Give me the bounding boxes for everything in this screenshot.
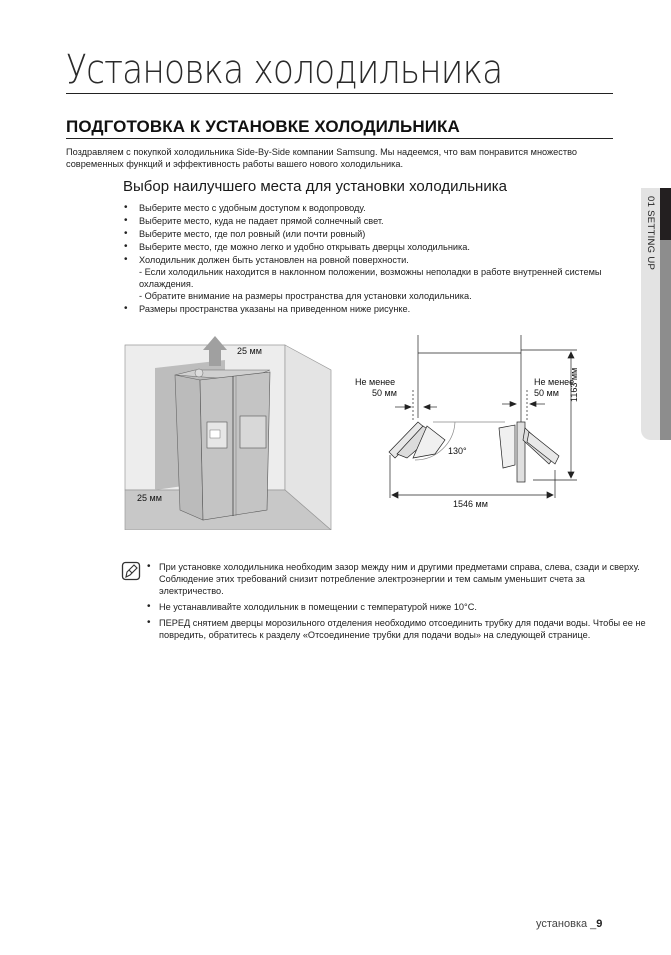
note-item: • При установке холодильника необходим зазор между ним и другими предметами справа, слева, сзади и сверху. Соблюдение этих требований снизит потребление электроэнергии и тем самым уменьшит счета за электричество. — [147, 561, 640, 596]
side-clearance-label: 25 мм — [137, 493, 162, 503]
top-clearance-label: 25 мм — [237, 346, 262, 356]
chapter-tab-strip-active — [660, 188, 671, 240]
right-gap-value: 50 мм — [534, 388, 559, 398]
right-gap-label: Не менее — [534, 377, 575, 387]
note-item: • ПЕРЕД снятием дверцы морозильного отделения необходимо отсоединить трубку для подачи воды. Чтобы ее не повредить, обратитесь к разделу «Отсоединение трубки для подачи воды» на следующей странице. — [147, 617, 646, 640]
page-number: 9 — [596, 918, 603, 930]
chapter-tab-label: 01 SETTING UP — [645, 196, 656, 271]
bullet-icon: • — [124, 214, 128, 226]
list-item: • Выберите место, куда не падает прямой солнечный свет. — [124, 214, 384, 226]
heading-rule — [66, 138, 613, 139]
list-item: • Выберите место, где пол ровный (или почти ровный) — [124, 227, 366, 239]
fridge-room-illustration — [115, 330, 345, 530]
list-item: • Размеры пространства указаны на приведенном ниже рисунке. — [124, 303, 411, 315]
left-gap-value: 50 мм — [372, 388, 397, 398]
footer-section: установка _ — [536, 918, 597, 930]
width-dimension-label: 1546 мм — [453, 499, 488, 509]
list-subitem: - Обратите внимание на размеры пространства для установки холодильника. — [139, 291, 472, 302]
bullet-icon: • — [124, 202, 128, 213]
location-heading: Выбор наилучшего места для установки холодильника — [123, 178, 507, 195]
bullet-icon: • — [147, 601, 151, 612]
notes-list — [147, 561, 647, 645]
door-swing-icon — [345, 330, 595, 520]
intro-paragraph: Поздравляем с покупкой холодильника Side-By-Side компании Samsung. Мы надеемся, что вам понравится множество современных функций и эффективность работы вашего нового холодильника. — [66, 147, 577, 169]
left-gap-label: Не менее — [355, 377, 396, 387]
list-subitem: - Если холодильник находится в наклонном положении, возможны неполадки в работе внутренней системы охлаждения. — [139, 266, 602, 290]
depth-dimension-label: 1163 мм — [569, 367, 579, 402]
bullet-icon: • — [124, 240, 128, 252]
note-item: • Не устанавливайте холодильник в помещении с температурой ниже 10°C. — [147, 601, 477, 612]
list-item: • Выберите место с удобным доступом к водопроводу. — [124, 202, 366, 213]
list-item: • Холодильник должен быть установлен на ровной поверхности. - Если холодильник находится в наклонном положении, возможны неполадки в работе внутренней системы охлаждения. - Обратите внимание на размеры пространства для установки холодильника. — [123, 254, 623, 303]
bullet-icon: • — [147, 561, 151, 572]
door-opening-plan-diagram — [345, 330, 595, 520]
page-title: Установка холодильника — [66, 47, 503, 93]
bullet-icon: • — [147, 617, 151, 628]
bullet-icon: • — [124, 227, 128, 239]
door-angle-label: 130° — [448, 446, 467, 456]
chapter-tab-strip — [660, 240, 671, 440]
title-rule — [66, 93, 613, 94]
list-item: • Выберите место, где можно легко и удобно открывать дверцы холодильника. — [124, 240, 470, 252]
page-footer — [536, 918, 602, 930]
location-bullet-list — [123, 202, 623, 316]
bullet-icon: • — [124, 303, 128, 315]
bullet-icon: • — [124, 253, 128, 265]
note-pencil-icon — [121, 561, 141, 581]
section-heading: ПОДГОТОВКА К УСТАНОВКЕ ХОЛОДИЛЬНИКА — [66, 117, 460, 136]
